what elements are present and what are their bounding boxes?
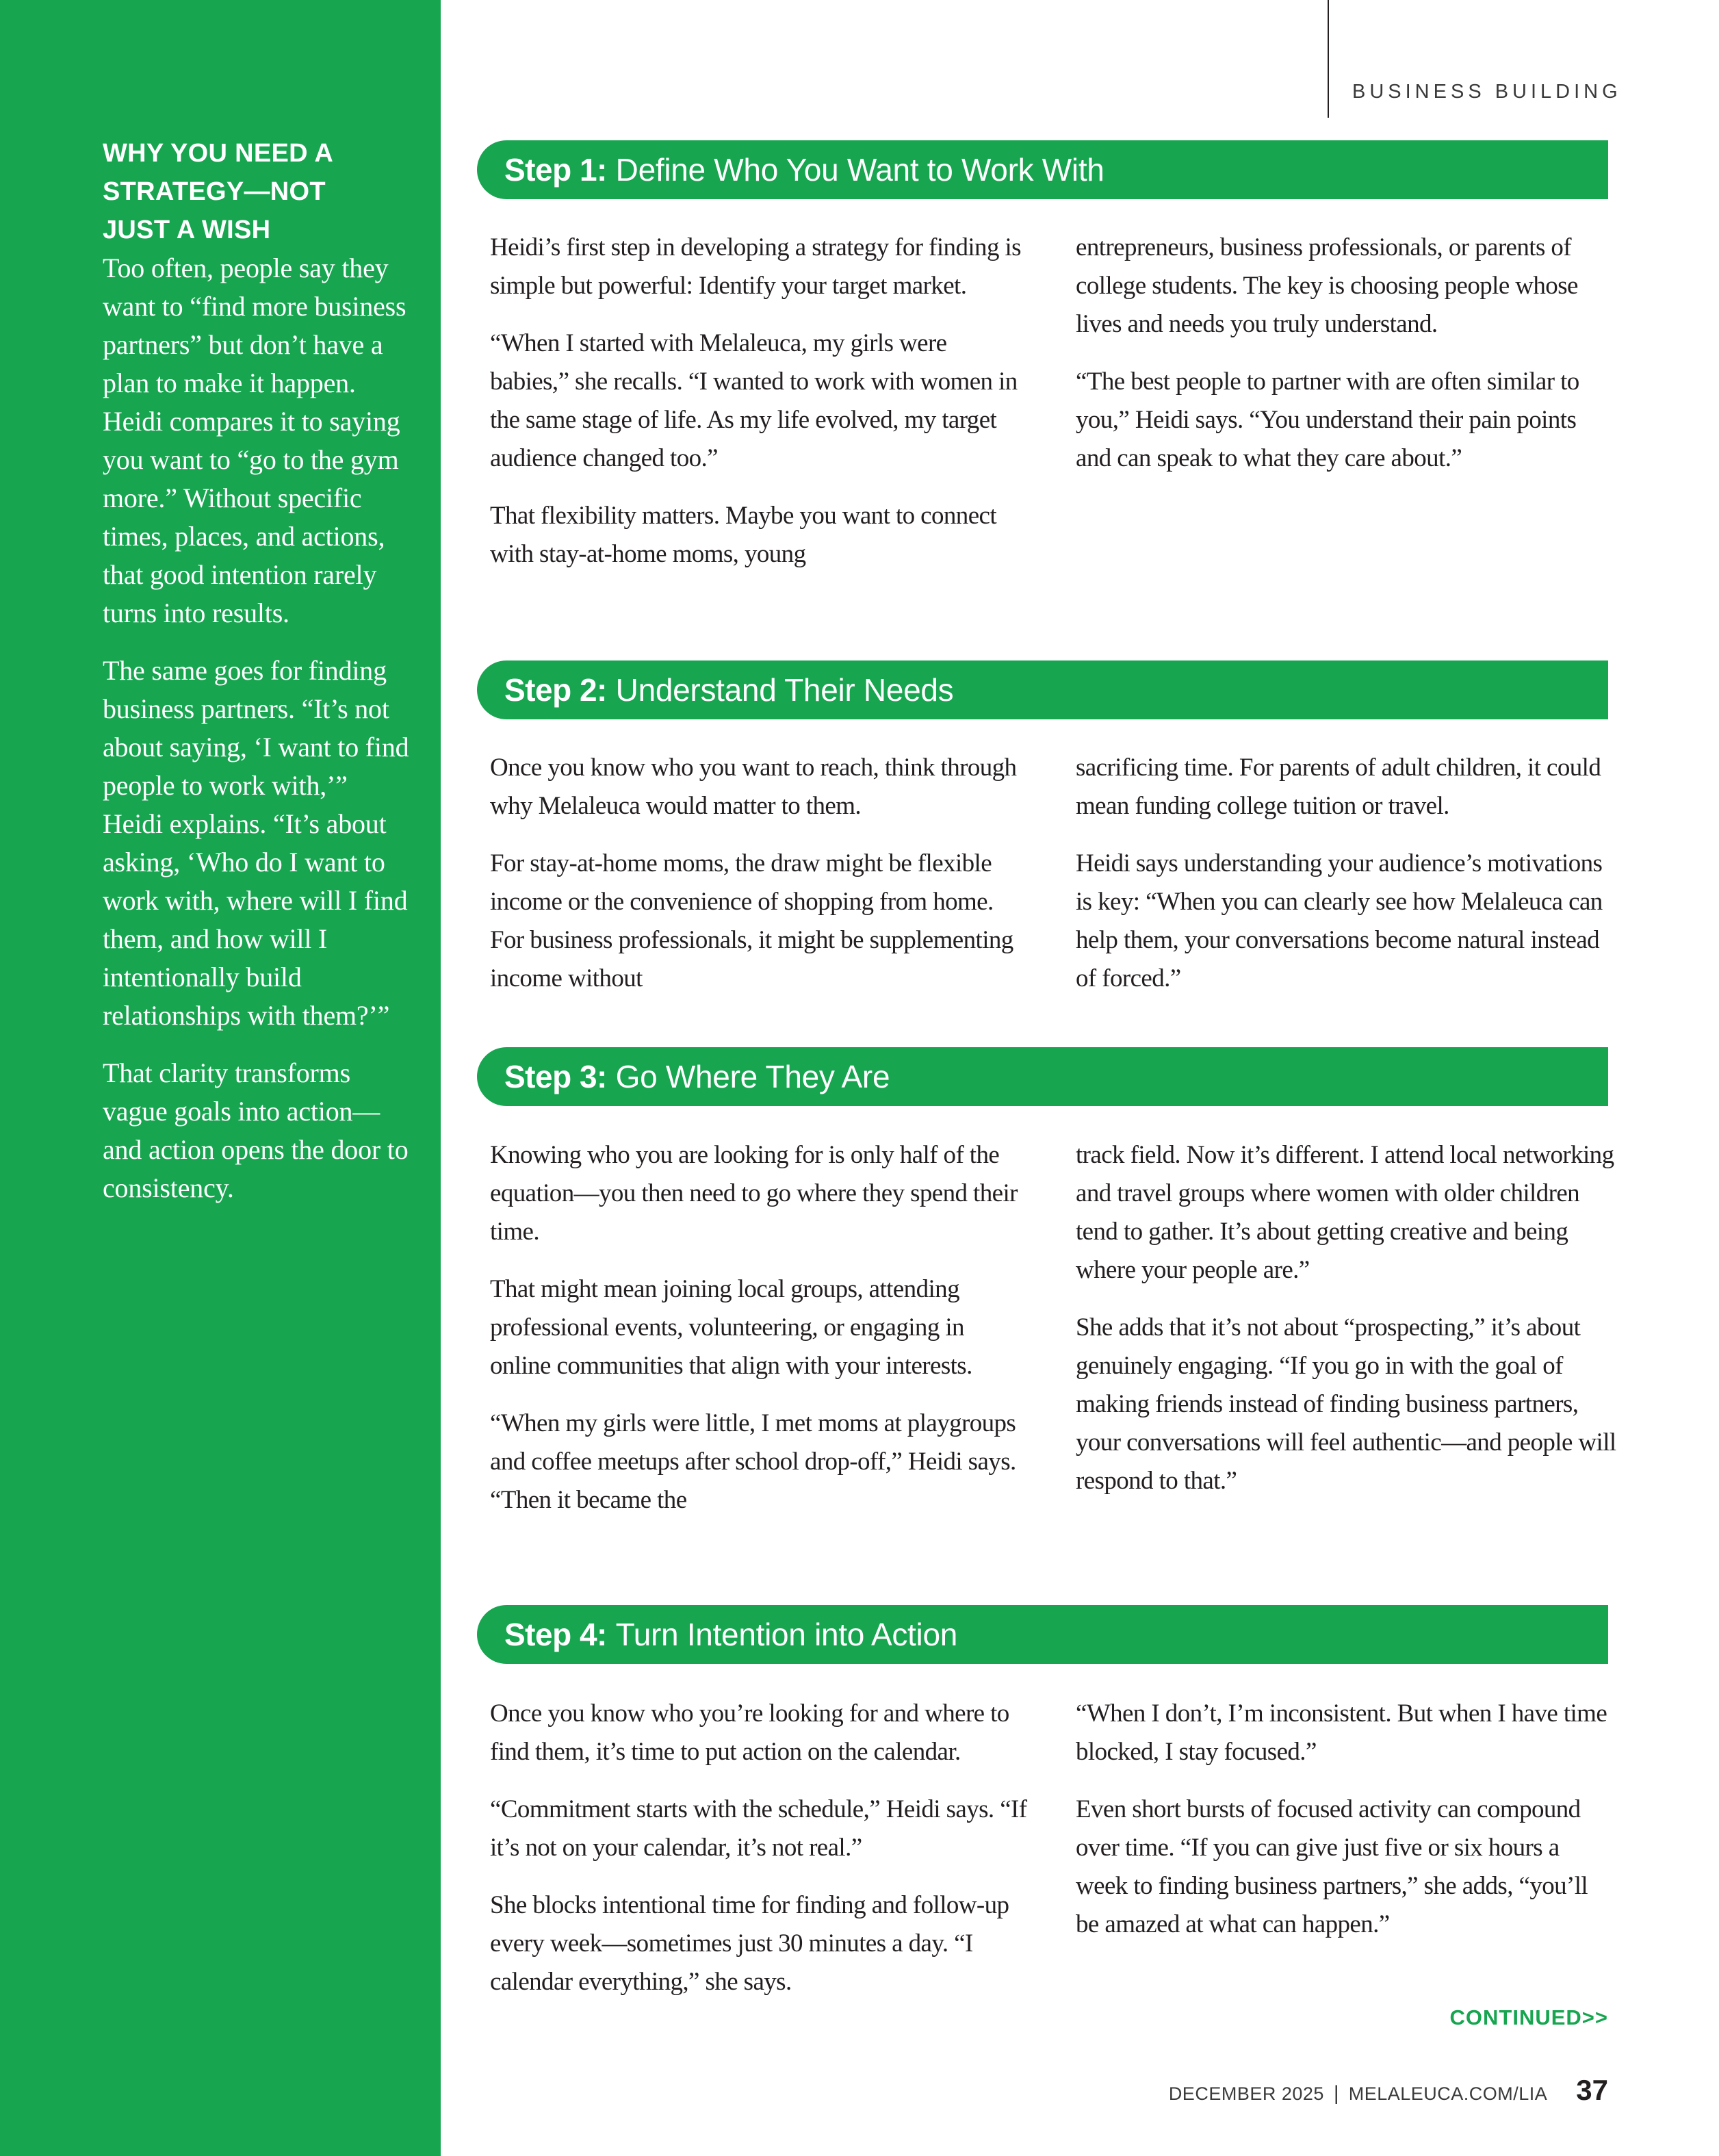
step-1-left-column (490, 229, 1031, 593)
body-paragraph: “The best people to partner with are often similar to you,” Heidi says. “You understand their pain points and can speak to what they care about.” (1076, 368, 1579, 472)
body-paragraph: That flexibility matters. Maybe you want to connect with stay-at-home moms, young (490, 502, 997, 568)
header-divider (1328, 0, 1329, 118)
step-title: Go Where They Are (615, 1059, 890, 1094)
sidebar-heading-line: WHY YOU NEED A (103, 139, 334, 168)
step-2-right-column (1076, 749, 1616, 1017)
body-paragraph: entrepreneurs, business professionals, or parents of college students. The key is choosing people whose lives and needs you truly understand. (1076, 233, 1578, 338)
body-paragraph: For stay-at-home moms, the draw might be flexible income or the convenience of shopping from home. For business professionals, it might be supplementing income without (490, 849, 1013, 992)
sidebar-content (103, 134, 411, 1227)
body-paragraph: Even short bursts of focused activity can compound over time. “If you can give just five or six hours a week to finding business partners,” she adds, “you’ll be amazed at what can happen.” (1076, 1795, 1588, 1938)
body-paragraph: “When I started with Melaleuca, my girls were babies,” she recalls. “I wanted to work with women in the same stage of life. As my life evolved, my target audience changed too.” (490, 329, 1018, 472)
footer-separator: | (1333, 2082, 1339, 2105)
body-paragraph: sacrificing time. For parents of adult children, it could mean funding college tuition or travel. (1076, 754, 1601, 820)
step-4-heading-bar (477, 1605, 1608, 1664)
sidebar-panel (0, 0, 441, 2156)
step-3-right-column (1076, 1136, 1616, 1519)
step-number: Step 3: (504, 1059, 607, 1094)
issue-date: DECEMBER 2025 (1168, 2083, 1324, 2104)
sidebar-paragraph: The same goes for finding business partners. “It’s not about saying, ‘I want to find people to work with,’” Heidi explains. “It’s about asking, ‘Who do I want to work with, where will I find them, and how will I intentionally build relationships with them?’” (103, 655, 409, 1031)
body-paragraph: track field. Now it’s different. I attend local networking and travel groups where women with older children tend to gather. It’s about getting creative and being where your people are.” (1076, 1141, 1614, 1284)
step-3-heading-bar (477, 1047, 1608, 1106)
page-footer (1169, 2074, 1608, 2107)
website-url: MELALEUCA.COM/LIA (1348, 2083, 1548, 2104)
step-2-left-column (490, 749, 1031, 1017)
body-paragraph: She adds that it’s not about “prospecting,” it’s about genuinely engaging. “If you go in with the goal of making friends instead of finding business partners, your conversations will feel authentic—and people will respond to that.” (1076, 1313, 1616, 1495)
sidebar-paragraph: That clarity transforms vague goals into action—and action opens the door to consistency. (103, 1057, 409, 1203)
sidebar-heading-line: JUST A WISH (103, 216, 271, 244)
step-title: Understand Their Needs (615, 672, 954, 708)
step-1-heading-bar (477, 140, 1608, 199)
step-number: Step 1: (504, 152, 607, 188)
body-paragraph: “Commitment starts with the schedule,” Heidi says. “If it’s not on your calendar, it’s not real.” (490, 1795, 1027, 1862)
body-paragraph: That might mean joining local groups, attending professional events, volunteering, or engaging in online communities that align with your interests. (490, 1275, 972, 1380)
step-1-right-column (1076, 229, 1616, 497)
page-number: 37 (1576, 2074, 1608, 2106)
body-paragraph: Heidi’s first step in developing a strategy for finding is simple but powerful: Identify your target market. (490, 233, 1021, 300)
sidebar-paragraph: Too often, people say they want to “find more business partners” but don’t have a plan to make it happen. Heidi compares it to saying you want to “go to the gym more.” Without specific times, places, and actions, that good intention rarely turns into results. (103, 253, 406, 628)
body-paragraph: Heidi says understanding your audience’s motivations is key: “When you can clearly see how Melaleuca can help them, your conversations become natural instead of forced.” (1076, 849, 1603, 992)
body-paragraph: Once you know who you’re looking for and where to find them, it’s time to put action on the calendar. (490, 1699, 1009, 1766)
body-paragraph: Knowing who you are looking for is only half of the equation—you then need to go where they spend their time. (490, 1141, 1018, 1246)
body-paragraph: “When my girls were little, I met moms at playgroups and coffee meetups after school drop-off,” Heidi says. “Then it became the (490, 1409, 1016, 1514)
sidebar-heading-line: STRATEGY—NOT (103, 177, 326, 206)
step-title: Turn Intention into Action (615, 1617, 958, 1652)
step-2-heading-bar (477, 660, 1608, 719)
step-4-left-column (490, 1695, 1031, 2020)
body-paragraph: “When I don’t, I’m inconsistent. But when I have time blocked, I stay focused.” (1076, 1699, 1607, 1766)
body-paragraph: She blocks intentional time for finding and follow-up every week—sometimes just 30 minutes a day. “I calendar everything,” she says. (490, 1891, 1009, 1996)
step-title: Define Who You Want to Work With (615, 152, 1104, 188)
step-number: Step 4: (504, 1617, 607, 1652)
section-label: BUSINESS BUILDING (1352, 81, 1622, 103)
step-number: Step 2: (504, 672, 607, 708)
continued-link[interactable]: CONTINUED>> (1449, 2005, 1608, 2029)
step-4-right-column (1076, 1695, 1616, 1963)
step-3-left-column (490, 1136, 1031, 1539)
body-paragraph: Once you know who you want to reach, think through why Melaleuca would matter to them. (490, 754, 1017, 820)
sidebar-heading (103, 134, 411, 249)
